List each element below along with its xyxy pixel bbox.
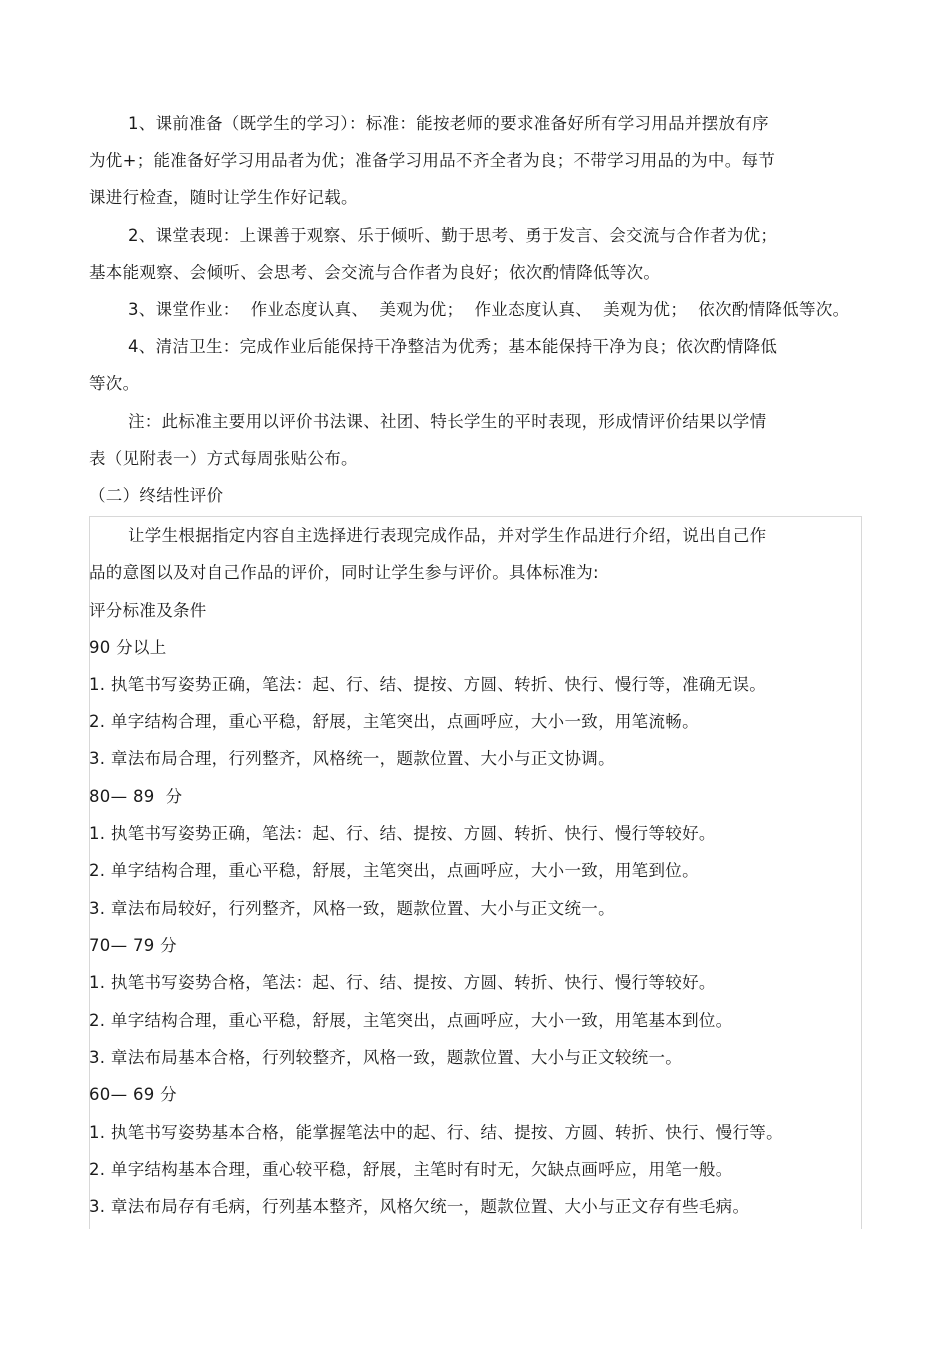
criterion-1-line-1: 1、课前准备（既学生的学习）：标准：能按老师的要求准备好所有学习用品并摆放有序 [128, 114, 769, 133]
grade-item: 3. 章法布局合理，行列整齐，风格统一，题款位置、大小与正文协调。 [89, 749, 615, 768]
grade-item: 2. 单字结构合理，重心平稳，舒展，主笔突出，点画呼应，大小一致，用笔到位。 [89, 861, 699, 880]
criteria-title: 评分标准及条件 [89, 601, 207, 620]
grade-range: 60— 69 分 [89, 1085, 177, 1104]
grade-item: 2. 单字结构基本合理，重心较平稳，舒展，主笔时有时无，欠缺点画呼应，用笔一般。 [89, 1160, 733, 1179]
section-heading: （二）终结性评价 [89, 486, 224, 505]
criterion-2-line-2: 基本能观察、会倾听、会思考、会交流与合作者为良好；依次酌情降低等次。 [89, 263, 661, 282]
note-line-2: 表（见附表一）方式每周张贴公布。 [89, 449, 358, 468]
grade-item: 1. 执笔书写姿势正确，笔法：起、行、结、提按、方圆、转折、快行、慢行等较好。 [89, 824, 716, 843]
criterion-4-line-2: 等次。 [89, 374, 140, 393]
criterion-4-line-1: 4、清洁卫生：完成作业后能保持干净整洁为优秀；基本能保持干净为良；依次酌情降低 [128, 337, 778, 356]
criterion-3-line-1: 3、课堂作业： 作业态度认真、 美观为优； 作业态度认真、 美观为优； 依次酌情降低等次。 [128, 300, 850, 319]
summative-intro-line-1: 让学生根据指定内容自主选择进行表现完成作品，并对学生作品进行介绍，说出自己作 [128, 526, 767, 545]
grade-item: 1. 执笔书写姿势正确，笔法：起、行、结、提按、方圆、转折、快行、慢行等，准确无误。 [89, 675, 767, 694]
note-line-1: 注：此标准主要用以评价书法课、社团、特长学生的平时表现，形成情评价结果以学情 [128, 412, 767, 431]
grade-item: 2. 单字结构合理，重心平稳，舒展，主笔突出，点画呼应，大小一致，用笔基本到位。 [89, 1011, 733, 1030]
grade-item: 3. 章法布局较好，行列整齐，风格一致，题款位置、大小与正文统一。 [89, 899, 615, 918]
grade-item: 1. 执笔书写姿势合格，笔法：起、行、结、提按、方圆、转折、快行、慢行等较好。 [89, 973, 716, 992]
criterion-2-line-1: 2、课堂表现：上课善于观察、乐于倾听、勤于思考、勇于发言、会交流与合作者为优； [128, 226, 778, 245]
grade-item: 2. 单字结构合理，重心平稳，舒展，主笔突出，点画呼应，大小一致，用笔流畅。 [89, 712, 699, 731]
criterion-1-line-3: 课进行检查，随时让学生作好记载。 [89, 188, 358, 207]
grade-range: 90 分以上 [89, 638, 167, 657]
criterion-1-line-2: 为优+；能准备好学习用品者为优；准备学习用品不齐全者为良；不带学习用品的为中。每节 [89, 151, 776, 170]
grade-item: 3. 章法布局基本合格，行列较整齐，风格一致，题款位置、大小与正文较统一。 [89, 1048, 683, 1067]
grade-item: 1. 执笔书写姿势基本合格，能掌握笔法中的起、行、结、提按、方圆、转折、快行、慢行等。 [89, 1123, 783, 1142]
grade-range: 70— 79 分 [89, 936, 177, 955]
grade-range: 80— 89 分 [89, 787, 183, 806]
summative-intro-line-2: 品的意图以及对自己作品的评价，同时让学生参与评价。具体标准为: [89, 563, 599, 582]
grade-item: 3. 章法布局存有毛病，行列基本整齐，风格欠统一，题款位置、大小与正文存有些毛病。 [89, 1197, 750, 1216]
